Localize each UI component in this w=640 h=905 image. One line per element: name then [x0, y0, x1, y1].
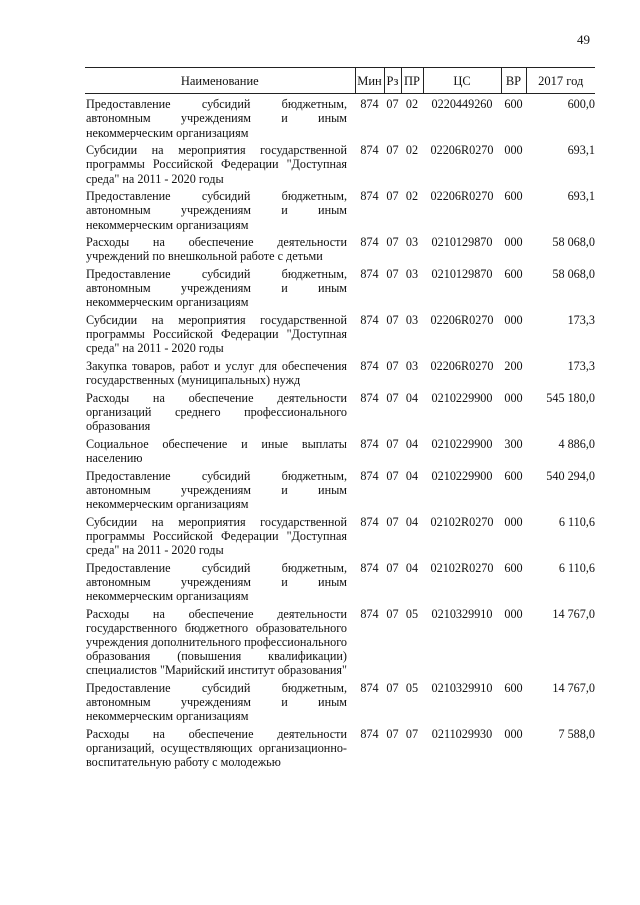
table-row — [85, 681, 595, 727]
row-cs: 02206R0270 — [430, 313, 494, 327]
row-amount: 14 767,0 — [552, 606, 595, 621]
row-cs: 02102R0270 — [430, 560, 494, 575]
row-amount: 540 294,0 — [546, 468, 595, 483]
row-pr: 03 — [405, 267, 419, 281]
row-pr: 03 — [405, 313, 419, 327]
table-row — [85, 143, 595, 189]
row-cs: 02102R0270 — [430, 514, 494, 529]
row-pr: 05 — [405, 681, 419, 695]
row-pr: 05 — [405, 606, 419, 621]
row-vr: 000 — [504, 727, 523, 741]
row-vr: 600 — [504, 468, 523, 483]
table-row — [85, 359, 595, 391]
row-rz: 07 — [386, 390, 399, 405]
row-rz: 07 — [386, 514, 399, 529]
row-rz: 07 — [386, 313, 399, 327]
row-pr: 04 — [405, 560, 419, 575]
row-amount: 600,0 — [567, 97, 595, 112]
table-row — [85, 515, 595, 561]
table-row — [85, 469, 595, 515]
table-header-row — [85, 68, 595, 94]
row-min: 874 — [360, 606, 379, 621]
row-cs: 02206R0270 — [430, 359, 494, 373]
row-cs: 0210229900 — [431, 390, 493, 405]
row-name: Предоставление субсидий бюджетным, автономным учреждениям и иным некоммерческим организациям — [86, 267, 347, 310]
row-vr: 600 — [504, 560, 523, 575]
row-amount: 58 068,0 — [552, 267, 595, 281]
row-rz: 07 — [386, 560, 399, 575]
row-name: Закупка товаров, работ и услуг для обеспечения государственных (муниципальных) нужд — [86, 359, 347, 388]
row-amount: 545 180,0 — [546, 390, 595, 405]
table-body — [85, 94, 595, 773]
row-amount: 58 068,0 — [552, 235, 595, 250]
row-min: 874 — [360, 313, 379, 327]
row-name: Предоставление субсидий бюджетным, автономным учреждениям и иным некоммерческим организациям — [86, 681, 347, 724]
row-vr: 600 — [504, 267, 523, 281]
row-name: Расходы на обеспечение деятельности организаций среднего профессионального образования — [86, 390, 347, 434]
row-rz: 07 — [386, 606, 399, 621]
header-vr: ВР — [501, 68, 526, 94]
table-row — [85, 267, 595, 313]
row-vr: 000 — [504, 390, 523, 405]
table-row — [85, 189, 595, 235]
row-pr: 02 — [405, 97, 419, 112]
row-min: 874 — [360, 727, 379, 741]
table-row — [85, 437, 595, 469]
row-rz: 07 — [386, 727, 399, 741]
row-min: 874 — [360, 359, 379, 373]
row-name: Расходы на обеспечение деятельности организаций, осуществляющих организационно-воспитательную работу с молодежью — [86, 727, 347, 770]
row-cs: 02206R0270 — [430, 143, 494, 158]
row-rz: 07 — [386, 681, 399, 695]
row-pr: 03 — [405, 235, 419, 250]
budget-table — [85, 67, 595, 773]
header-year: 2017 год — [526, 68, 595, 94]
row-amount: 6 110,6 — [558, 514, 595, 529]
row-rz: 07 — [386, 468, 399, 483]
row-min: 874 — [360, 468, 379, 483]
row-pr: 04 — [405, 390, 419, 405]
table-row — [85, 391, 595, 437]
row-rz: 07 — [386, 143, 399, 158]
row-name: Предоставление субсидий бюджетным, автономным учреждениям и иным некоммерческим организациям — [86, 97, 347, 140]
row-vr: 200 — [504, 359, 523, 373]
row-vr: 000 — [504, 313, 523, 327]
row-vr: 000 — [504, 514, 523, 529]
row-cs: 0210229900 — [431, 436, 493, 451]
table-row — [85, 94, 595, 144]
row-amount: 7 588,0 — [558, 727, 595, 741]
table-row — [85, 727, 595, 773]
row-name: Предоставление субсидий бюджетным, автономным учреждениям и иным некоммерческим организациям — [86, 189, 347, 232]
row-cs: 02206R0270 — [430, 189, 494, 204]
row-cs: 0210129870 — [431, 235, 493, 250]
table-row — [85, 607, 595, 681]
row-min: 874 — [360, 560, 379, 575]
row-pr: 02 — [405, 143, 419, 158]
row-name: Расходы на обеспечение деятельности государственного бюджетного образовательного учреждения дополнительного профессионального образования (повышения квалификации) специалистов "Марийский институт образования" — [86, 606, 347, 678]
row-rz: 07 — [386, 359, 399, 373]
row-vr: 300 — [504, 436, 523, 451]
row-min: 874 — [360, 267, 379, 281]
row-amount: 693,1 — [567, 189, 595, 204]
row-cs: 0210229900 — [431, 468, 493, 483]
header-rz: Рз — [384, 68, 401, 94]
row-amount: 6 110,6 — [558, 560, 595, 575]
row-amount: 14 767,0 — [552, 681, 595, 695]
row-min: 874 — [360, 514, 379, 529]
header-cs: ЦС — [423, 68, 501, 94]
row-cs: 0220449260 — [431, 97, 493, 112]
table-row — [85, 313, 595, 359]
row-amount: 4 886,0 — [558, 436, 595, 451]
row-name: Субсидии на мероприятия государственной программы Российской Федерации "Доступная среда" на 2011 - 2020 годы — [86, 313, 347, 356]
row-vr: 600 — [504, 97, 523, 112]
row-pr: 07 — [405, 727, 419, 741]
row-name: Социальное обеспечение и иные выплаты населению — [86, 436, 347, 465]
row-name: Расходы на обеспечение деятельности учреждений по внешкольной работе с детьми — [86, 235, 347, 264]
row-pr: 02 — [405, 189, 419, 204]
row-rz: 07 — [386, 436, 399, 451]
row-name: Субсидии на мероприятия государственной программы Российской Федерации "Доступная среда" на 2011 - 2020 годы — [86, 143, 347, 186]
row-min: 874 — [360, 681, 379, 695]
row-pr: 04 — [405, 468, 419, 483]
row-min: 874 — [360, 189, 379, 204]
row-amount: 173,3 — [567, 313, 595, 327]
row-min: 874 — [360, 436, 379, 451]
row-name: Предоставление субсидий бюджетным, автономным учреждениям и иным некоммерческим организациям — [86, 468, 347, 511]
row-rz: 07 — [386, 189, 399, 204]
row-amount: 173,3 — [567, 359, 595, 373]
header-min: Мин — [355, 68, 384, 94]
row-rz: 07 — [386, 267, 399, 281]
row-min: 874 — [360, 390, 379, 405]
row-rz: 07 — [386, 97, 399, 112]
row-pr: 04 — [405, 514, 419, 529]
row-pr: 03 — [405, 359, 419, 373]
page-number: 49 — [577, 32, 590, 47]
row-vr: 000 — [504, 606, 523, 621]
row-min: 874 — [360, 97, 379, 112]
row-cs: 0211029930 — [431, 727, 493, 741]
row-min: 874 — [360, 235, 379, 250]
row-name: Субсидии на мероприятия государственной программы Российской Федерации "Доступная среда" на 2011 - 2020 годы — [86, 514, 347, 557]
table-row — [85, 561, 595, 607]
row-vr: 000 — [504, 235, 523, 250]
row-vr: 000 — [504, 143, 523, 158]
row-vr: 600 — [504, 681, 523, 695]
header-pr: ПР — [401, 68, 423, 94]
row-cs: 0210129870 — [431, 267, 493, 281]
row-rz: 07 — [386, 235, 399, 250]
table-row — [85, 235, 595, 267]
row-vr: 600 — [504, 189, 523, 204]
row-min: 874 — [360, 143, 379, 158]
row-name: Предоставление субсидий бюджетным, автономным учреждениям и иным некоммерческим организациям — [86, 560, 347, 603]
row-amount: 693,1 — [567, 143, 595, 158]
row-cs: 0210329910 — [431, 606, 493, 621]
row-pr: 04 — [405, 436, 419, 451]
row-cs: 0210329910 — [431, 681, 493, 695]
header-name: Наименование — [85, 68, 355, 94]
